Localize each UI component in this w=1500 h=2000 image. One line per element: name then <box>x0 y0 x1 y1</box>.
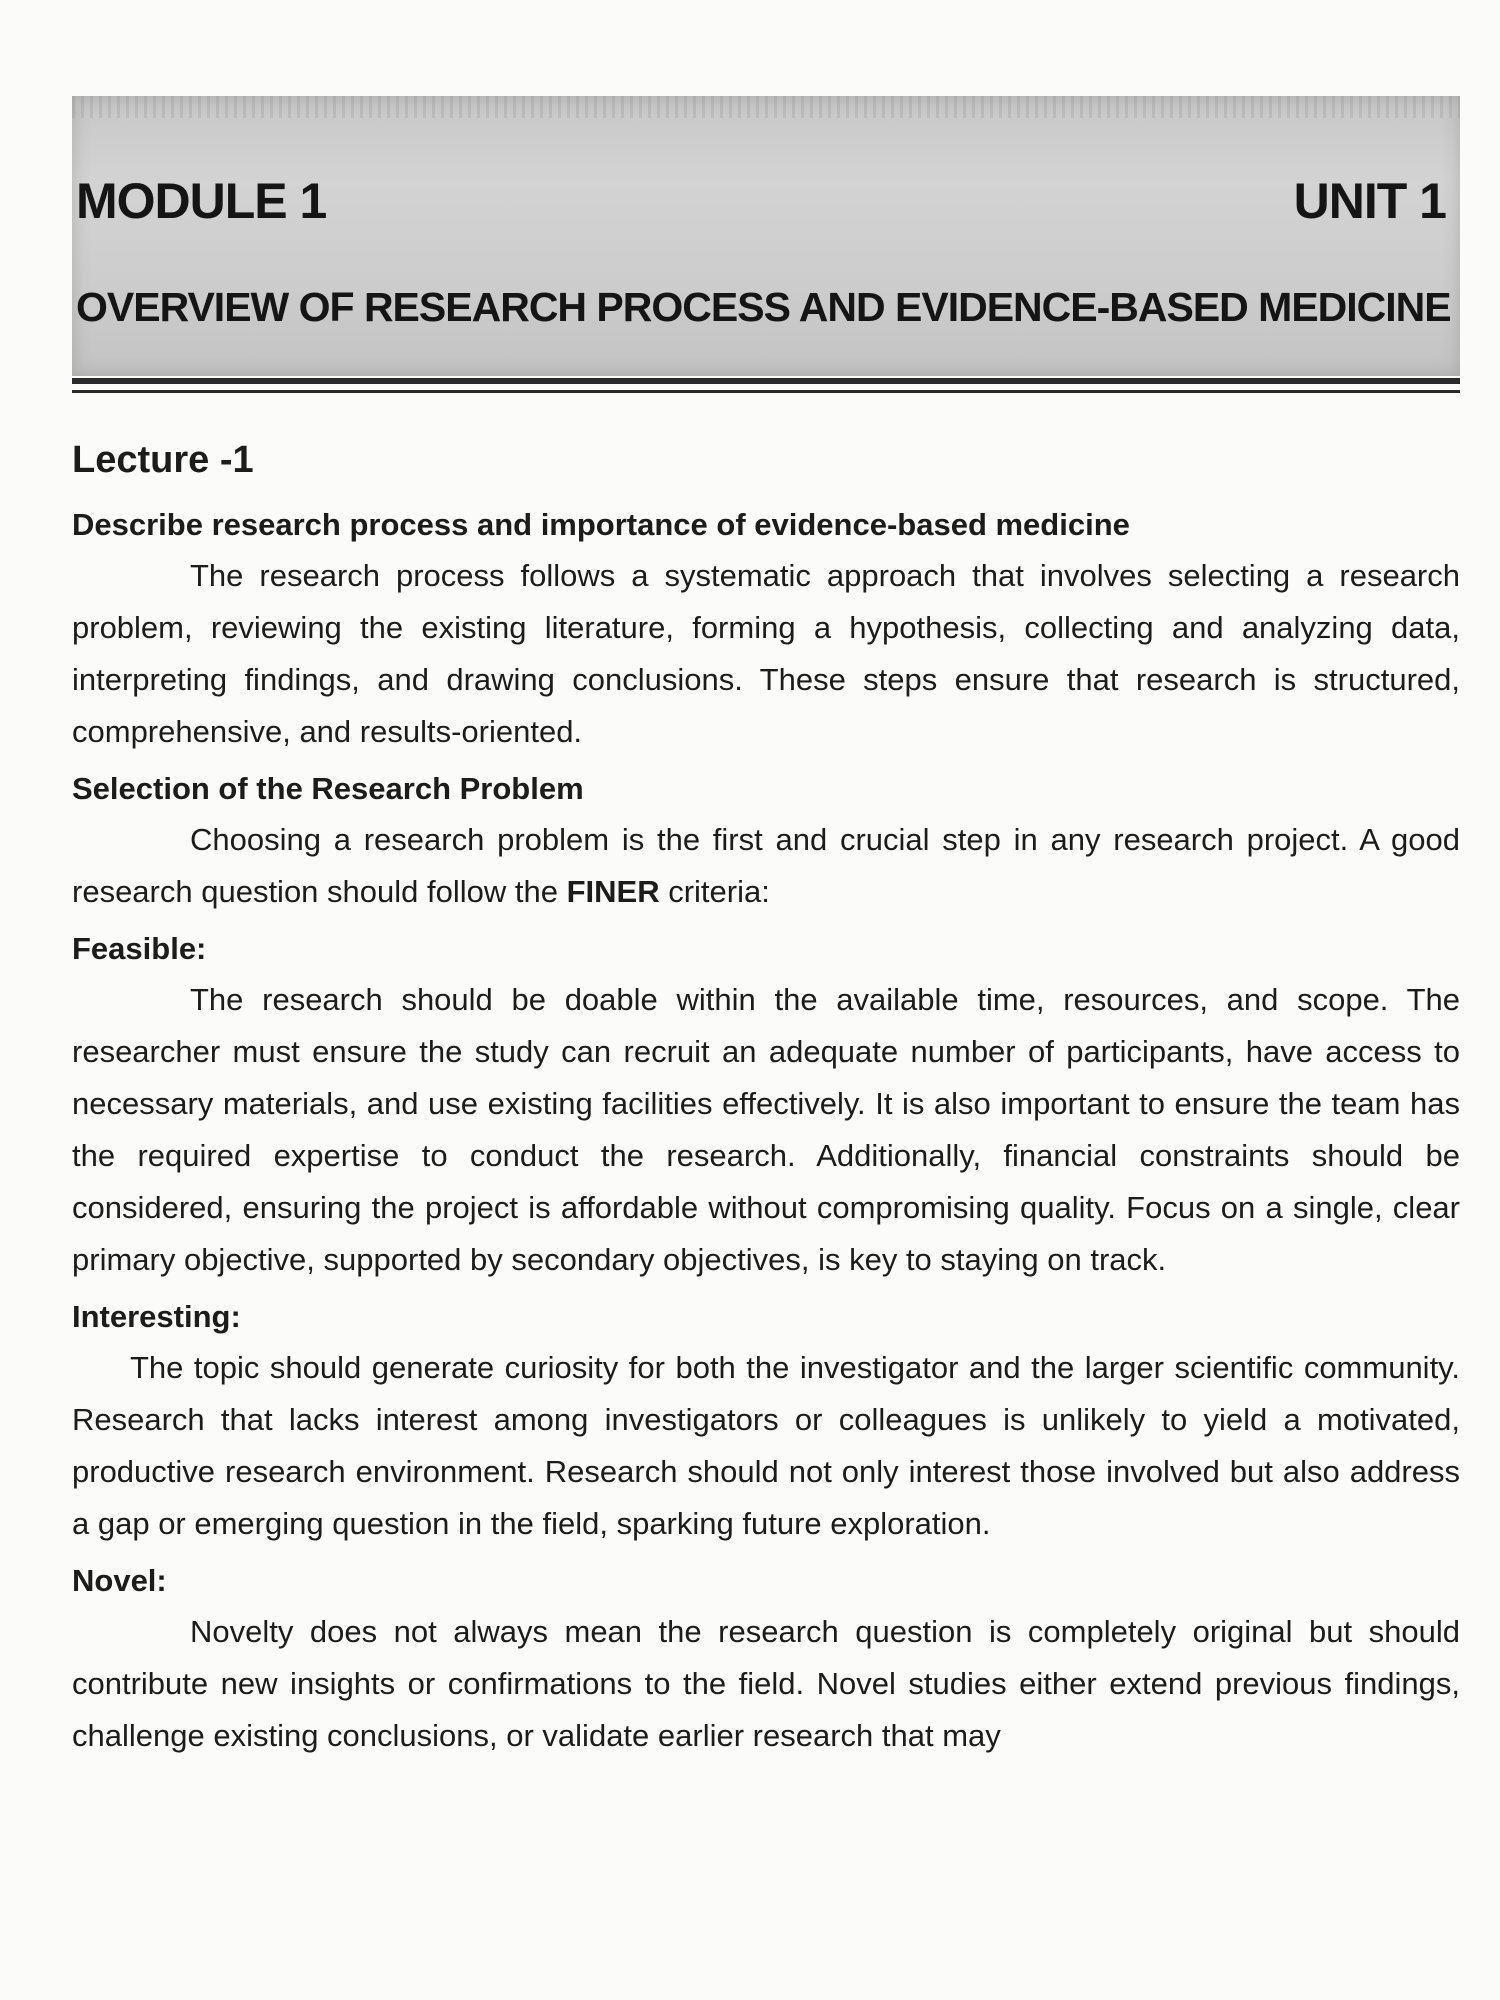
module-label: MODULE 1 <box>76 173 327 229</box>
feasible-heading: Feasible: <box>72 931 207 966</box>
novel-paragraph: Novelty does not always mean the research question is completely original but should contribute new insights or confirmations to the field. Novel studies either extend previous findings, challenge existing conclusions, or validate earlier research that may <box>72 1614 1460 1753</box>
selection-text-after: criteria: <box>659 874 770 909</box>
novel-heading: Novel: <box>72 1563 167 1598</box>
page-content <box>72 434 1460 1768</box>
finer-emphasis: FINER <box>566 874 660 909</box>
interesting-paragraph: The topic should generate curiosity for both the investigator and the larger scientific community. Research that lacks interest among investigators or colleagues is unlikely to yield a motivated, productive research environment. Research should not only interest those involved but also address a gap or emerging question in the field, sparking future exploration. <box>72 1350 1460 1541</box>
lecture-subtitle: Describe research process and importance of evidence-based medicine <box>72 507 1130 542</box>
selection-heading: Selection of the Research Problem <box>72 771 584 806</box>
lecture-title: Lecture -1 <box>72 439 254 481</box>
selection-text-before: Choosing a research problem is the first and crucial step in any research project. A good research question should follow the <box>72 822 1460 909</box>
feasible-paragraph: The research should be doable within the available time, resources, and scope. The researcher must ensure the study can recruit an adequate number of participants, have access to necessary materials, and use existing facilities effectively. It is also important to ensure the team has the required expertise to conduct the research. Additionally, financial constraints should be considered, ensuring the project is affordable without compromising quality. Focus on a single, clear primary objective, supported by secondary objectives, is key to staying on track. <box>72 982 1460 1277</box>
intro-paragraph: The research process follows a systematic approach that involves selecting a research problem, reviewing the existing literature, forming a hypothesis, collecting and analyzing data, interpreting findings, and drawing conclusions. These steps ensure that research is structured, comprehensive, and results-oriented. <box>72 558 1460 749</box>
header-rule-thick <box>72 378 1460 384</box>
module-title: OVERVIEW OF RESEARCH PROCESS AND EVIDENCE-BASED MEDICINE <box>76 284 1451 330</box>
interesting-heading: Interesting: <box>72 1299 241 1334</box>
module-header-band <box>72 96 1460 376</box>
unit-label: UNIT 1 <box>1293 173 1446 229</box>
selection-paragraph <box>72 814 1460 918</box>
header-rule-thin <box>72 390 1460 393</box>
